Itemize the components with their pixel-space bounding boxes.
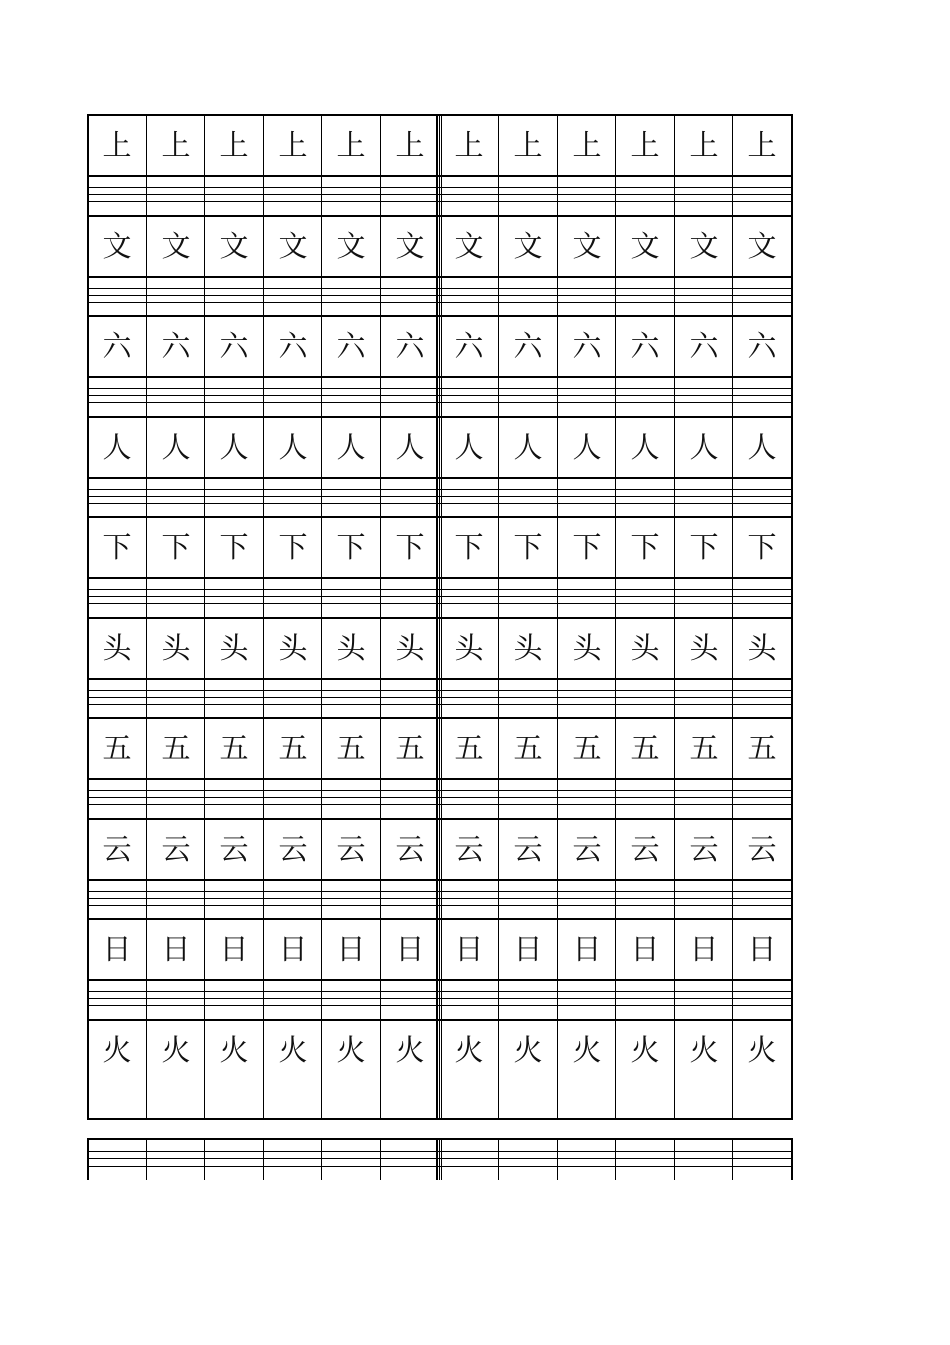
practice-character: 火 — [336, 1033, 366, 1067]
center-double-line — [436, 114, 438, 1120]
practice-character: 头 — [572, 631, 602, 665]
center-double-line — [441, 114, 442, 1120]
practice-character: 头 — [513, 631, 543, 665]
practice-character: 五 — [689, 731, 719, 765]
second-grid-column — [557, 1138, 558, 1180]
practice-character: 文 — [336, 229, 366, 263]
second-grid-column — [439, 1138, 440, 1180]
practice-character: 日 — [689, 932, 719, 966]
practice-character: 人 — [572, 430, 602, 464]
practice-character: 人 — [278, 430, 308, 464]
practice-character: 上 — [336, 128, 366, 162]
practice-character: 头 — [336, 631, 366, 665]
practice-character: 下 — [219, 530, 249, 564]
practice-character: 下 — [161, 530, 191, 564]
column-divider — [674, 114, 675, 1120]
practice-character: 文 — [395, 229, 425, 263]
practice-character: 人 — [630, 430, 660, 464]
practice-character: 头 — [219, 631, 249, 665]
practice-character: 六 — [747, 329, 777, 363]
practice-character: 六 — [102, 329, 132, 363]
practice-character: 下 — [102, 530, 132, 564]
practice-character: 日 — [102, 932, 132, 966]
practice-character: 云 — [747, 832, 777, 866]
practice-character: 火 — [278, 1033, 308, 1067]
practice-character: 上 — [513, 128, 543, 162]
practice-character: 云 — [454, 832, 484, 866]
practice-character: 五 — [454, 731, 484, 765]
practice-character: 上 — [161, 128, 191, 162]
practice-character: 云 — [689, 832, 719, 866]
second-grid-column — [615, 1138, 616, 1180]
practice-character: 五 — [278, 731, 308, 765]
practice-character: 上 — [278, 128, 308, 162]
practice-character: 头 — [454, 631, 484, 665]
practice-character: 五 — [161, 731, 191, 765]
second-grid-column — [87, 1138, 89, 1180]
practice-character: 火 — [454, 1033, 484, 1067]
practice-character: 五 — [572, 731, 602, 765]
practice-character: 文 — [102, 229, 132, 263]
practice-character: 日 — [572, 932, 602, 966]
practice-character: 下 — [513, 530, 543, 564]
second-grid-column — [204, 1138, 205, 1180]
practice-character: 火 — [513, 1033, 543, 1067]
second-grid-center — [441, 1138, 442, 1180]
practice-character: 六 — [513, 329, 543, 363]
practice-character: 六 — [630, 329, 660, 363]
practice-character: 六 — [572, 329, 602, 363]
second-grid-column — [498, 1138, 499, 1180]
practice-character: 云 — [161, 832, 191, 866]
practice-character: 下 — [747, 530, 777, 564]
practice-character: 下 — [630, 530, 660, 564]
practice-character: 日 — [454, 932, 484, 966]
practice-character: 火 — [689, 1033, 719, 1067]
practice-character: 文 — [278, 229, 308, 263]
column-divider — [791, 114, 793, 1120]
practice-character: 云 — [278, 832, 308, 866]
column-divider — [615, 114, 616, 1120]
practice-character: 文 — [161, 229, 191, 263]
practice-character: 人 — [219, 430, 249, 464]
practice-character: 日 — [630, 932, 660, 966]
practice-character: 下 — [454, 530, 484, 564]
practice-character: 文 — [630, 229, 660, 263]
practice-character: 云 — [219, 832, 249, 866]
practice-character: 云 — [336, 832, 366, 866]
practice-character: 头 — [689, 631, 719, 665]
practice-character: 五 — [102, 731, 132, 765]
practice-character: 云 — [395, 832, 425, 866]
practice-character: 上 — [102, 128, 132, 162]
practice-character: 五 — [513, 731, 543, 765]
practice-character: 五 — [747, 731, 777, 765]
practice-character: 六 — [161, 329, 191, 363]
practice-character: 下 — [336, 530, 366, 564]
column-divider — [439, 114, 440, 1120]
practice-character: 人 — [395, 430, 425, 464]
practice-character: 日 — [513, 932, 543, 966]
second-grid-column — [791, 1138, 793, 1180]
practice-character: 日 — [278, 932, 308, 966]
practice-character: 六 — [689, 329, 719, 363]
practice-character: 上 — [630, 128, 660, 162]
practice-character: 文 — [689, 229, 719, 263]
column-divider — [321, 114, 322, 1120]
practice-character: 头 — [395, 631, 425, 665]
practice-character: 下 — [572, 530, 602, 564]
column-divider — [380, 114, 381, 1120]
practice-character: 上 — [572, 128, 602, 162]
practice-character: 文 — [219, 229, 249, 263]
practice-character: 火 — [219, 1033, 249, 1067]
practice-character: 云 — [513, 832, 543, 866]
practice-character: 文 — [572, 229, 602, 263]
practice-character: 头 — [102, 631, 132, 665]
practice-character: 五 — [219, 731, 249, 765]
practice-character: 人 — [513, 430, 543, 464]
practice-character: 文 — [454, 229, 484, 263]
practice-character: 上 — [689, 128, 719, 162]
practice-character: 日 — [336, 932, 366, 966]
practice-character: 头 — [278, 631, 308, 665]
practice-character: 云 — [630, 832, 660, 866]
column-divider — [498, 114, 499, 1120]
practice-character: 六 — [219, 329, 249, 363]
practice-character: 上 — [747, 128, 777, 162]
column-divider — [87, 114, 89, 1120]
practice-character: 下 — [689, 530, 719, 564]
practice-character: 火 — [161, 1033, 191, 1067]
practice-character: 人 — [102, 430, 132, 464]
practice-character: 六 — [278, 329, 308, 363]
second-grid-column — [263, 1138, 264, 1180]
practice-character: 下 — [278, 530, 308, 564]
practice-character: 日 — [161, 932, 191, 966]
practice-character: 火 — [747, 1033, 777, 1067]
practice-character: 文 — [747, 229, 777, 263]
column-divider — [732, 114, 733, 1120]
practice-character: 人 — [747, 430, 777, 464]
practice-character: 云 — [102, 832, 132, 866]
practice-character: 文 — [513, 229, 543, 263]
column-divider — [263, 114, 264, 1120]
second-grid-column — [674, 1138, 675, 1180]
second-grid-column — [732, 1138, 733, 1180]
practice-character: 上 — [395, 128, 425, 162]
practice-character: 下 — [395, 530, 425, 564]
practice-character: 五 — [336, 731, 366, 765]
practice-character: 火 — [572, 1033, 602, 1067]
practice-character: 五 — [630, 731, 660, 765]
practice-character: 人 — [336, 430, 366, 464]
column-divider — [557, 114, 558, 1120]
practice-character: 六 — [336, 329, 366, 363]
practice-character: 日 — [219, 932, 249, 966]
practice-character: 日 — [395, 932, 425, 966]
practice-character: 火 — [395, 1033, 425, 1067]
practice-character: 人 — [689, 430, 719, 464]
practice-character: 头 — [630, 631, 660, 665]
practice-character: 上 — [219, 128, 249, 162]
practice-character: 头 — [747, 631, 777, 665]
second-grid-column — [380, 1138, 381, 1180]
practice-character: 云 — [572, 832, 602, 866]
practice-character: 人 — [161, 430, 191, 464]
practice-character: 六 — [454, 329, 484, 363]
second-grid-column — [321, 1138, 322, 1180]
column-divider — [204, 114, 205, 1120]
practice-character: 人 — [454, 430, 484, 464]
practice-character: 日 — [747, 932, 777, 966]
practice-character: 火 — [102, 1033, 132, 1067]
column-divider — [146, 114, 147, 1120]
second-grid-center — [436, 1138, 438, 1180]
practice-character: 头 — [161, 631, 191, 665]
practice-character: 火 — [630, 1033, 660, 1067]
practice-character: 五 — [395, 731, 425, 765]
second-grid-column — [146, 1138, 147, 1180]
practice-character: 六 — [395, 329, 425, 363]
practice-character: 上 — [454, 128, 484, 162]
